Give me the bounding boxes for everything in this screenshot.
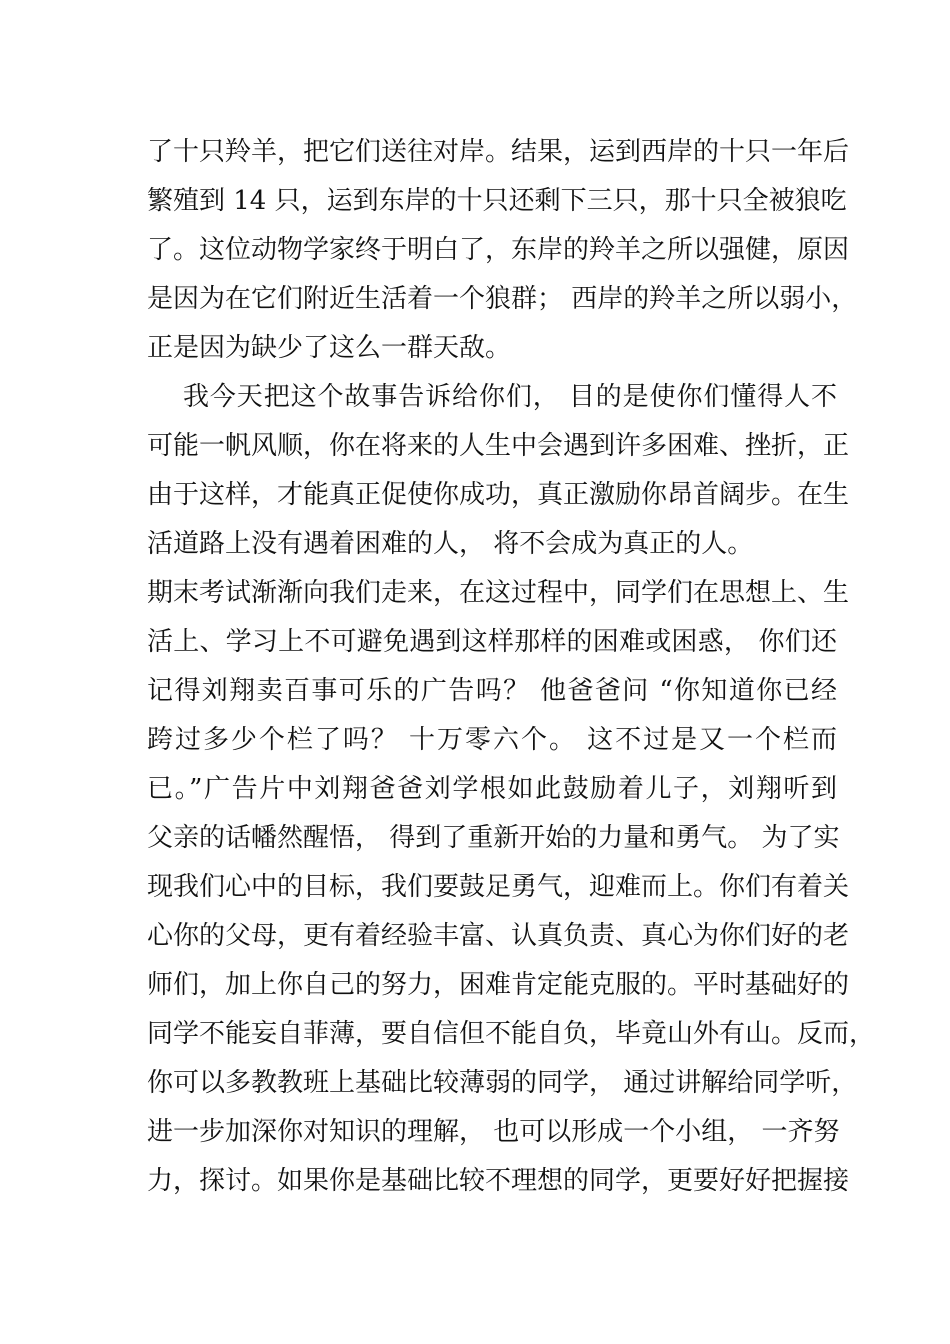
text-line: 你可以多教教班上基础比较薄弱的同学， 通过讲解给同学听， bbox=[147, 1068, 858, 1098]
text-line: 可能一帆风顺，你在将来的人生中会遇到许多困难、挫折，正 bbox=[147, 431, 850, 461]
body-text bbox=[147, 128, 876, 1206]
text-line: 已。”广告片中刘翔爸爸刘学根如此鼓励着儿子，刘翔听到 bbox=[147, 774, 837, 804]
text-line: 繁殖到 14 只，运到东岸的十只还剩下三只，那十只全被狼吃 bbox=[147, 186, 847, 216]
text-line: 了。这位动物学家终于明白了，东岸的羚羊之所以强健，原因 bbox=[147, 235, 850, 265]
text-line: 是因为在它们附近生活着一个狼群； 西岸的羚羊之所以弱小， bbox=[147, 284, 858, 314]
text-line: 父亲的话幡然醒悟， 得到了重新开始的力量和勇气。 为了实 bbox=[147, 823, 840, 853]
paragraph-first-line: 我今天把这个故事告诉给你们， 目的是使你们懂得人不 bbox=[183, 382, 837, 412]
text-line: 活上、学习上不可避免遇到这样那样的困难或困惑， 你们还 bbox=[147, 627, 837, 657]
text-line: 记得刘翔卖百事可乐的广告吗？ 他爸爸问 “你知道你已经 bbox=[147, 676, 837, 706]
text-line: 现我们心中的目标，我们要鼓足勇气，迎难而上。你们有着关 bbox=[147, 872, 850, 902]
text-line: 了十只羚羊，把它们送往对岸。结果，运到西岸的十只一年后 bbox=[147, 137, 850, 167]
text-line: 同学不能妄自菲薄，要自信但不能自负，毕竟山外有山。反而， bbox=[147, 1019, 876, 1049]
text-line: 跨过多少个栏了吗？ 十万零六个。 这不过是又一个栏而 bbox=[147, 725, 837, 755]
text-line: 由于这样，才能真正促使你成功，真正激励你昂首阔步。在生 bbox=[147, 480, 850, 510]
text-line: 力，探讨。如果你是基础比较不理想的同学，更要好好把握接 bbox=[147, 1166, 850, 1196]
text-line: 正是因为缺少了这么一群天敌。 bbox=[147, 333, 512, 363]
text-line: 师们，加上你自己的努力，困难肯定能克服的。平时基础好的 bbox=[147, 970, 850, 1000]
text-line: 心你的父母，更有着经验丰富、认真负责、真心为你们好的老 bbox=[147, 921, 850, 951]
text-line: 活道路上没有遇着困难的人， 将不会成为真正的人。 bbox=[147, 529, 754, 559]
paragraph-first-line: 期末考试渐渐向我们走来，在这过程中，同学们在思想上、生 bbox=[147, 578, 850, 608]
text-line: 进一步加深你对知识的理解， 也可以形成一个小组， 一齐努 bbox=[147, 1117, 840, 1147]
